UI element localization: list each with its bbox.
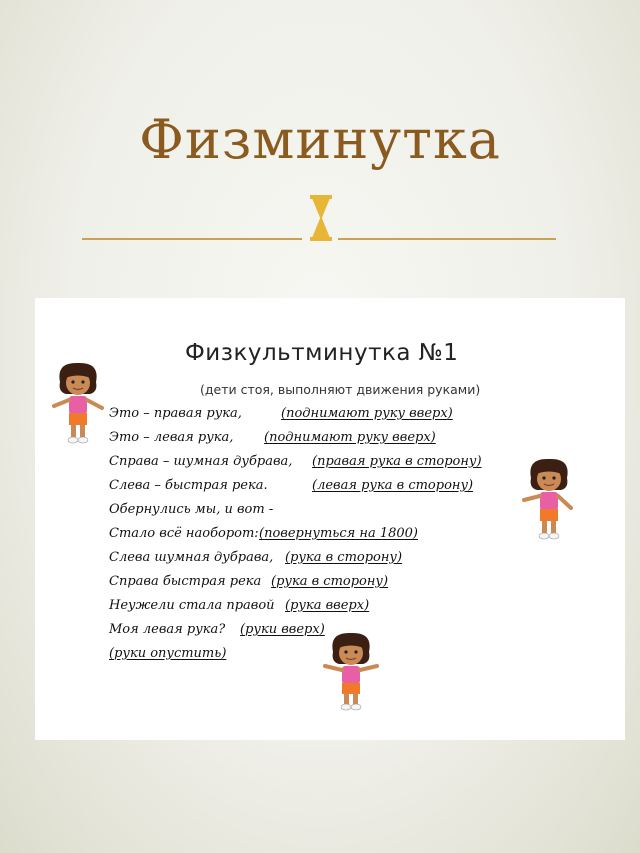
ornament-icon <box>308 194 334 242</box>
poem-note: ( рука в сторону ) <box>271 574 388 589</box>
poem-note: ( повернуться на 1800 ) <box>259 526 418 541</box>
poem-line: Это – левая рука, ( поднимают руку вверх ) <box>109 430 233 445</box>
poem-line: Моя левая рука? ( руки вверх ) <box>109 622 225 637</box>
title-divider-right <box>338 238 556 240</box>
poem-note: ( руки опустить ) <box>109 646 226 661</box>
panel-heading: Физкультминутка №1 <box>185 340 459 366</box>
poem-note: ( рука вверх ) <box>285 598 369 613</box>
poem-note: ( руки вверх ) <box>240 622 325 637</box>
poem-line: Это – правая рука, ( поднимают руку вверх ) <box>109 406 242 421</box>
poem-line: Стало всё наоборот: ( повернуться на 1800 ) <box>109 526 259 541</box>
poem-line: Справа быстрая река ( рука в сторону ) <box>109 574 261 589</box>
poem-note: ( правая рука в сторону ) <box>312 454 482 469</box>
girl-character-illustration <box>318 630 384 712</box>
poem-note: ( левая рука в сторону ) <box>312 478 473 493</box>
poem-note: ( поднимают руку вверх ) <box>264 430 436 445</box>
poem-line: Слева шумная дубрава, ( рука в сторону ) <box>109 550 273 565</box>
poem-line: Неужели стала правой ( рука вверх ) <box>109 598 275 613</box>
title-divider-left <box>82 238 302 240</box>
poem-note: ( поднимают руку вверх ) <box>281 406 453 421</box>
slide-title: Физминутка <box>139 108 501 171</box>
poem-line: Справа – шумная дубрава, ( правая рука в сторону ) <box>109 454 292 469</box>
poem-note: ( рука в сторону ) <box>285 550 402 565</box>
girl-character-illustration <box>518 456 580 542</box>
girl-character-illustration <box>50 360 106 446</box>
panel-subheading: (дети стоя, выполняют движения руками) <box>200 382 481 397</box>
poem-line: Обернулись мы, и вот - <box>109 502 274 517</box>
poem-line: Слева – быстрая река. ( левая рука в сторону ) <box>109 478 268 493</box>
